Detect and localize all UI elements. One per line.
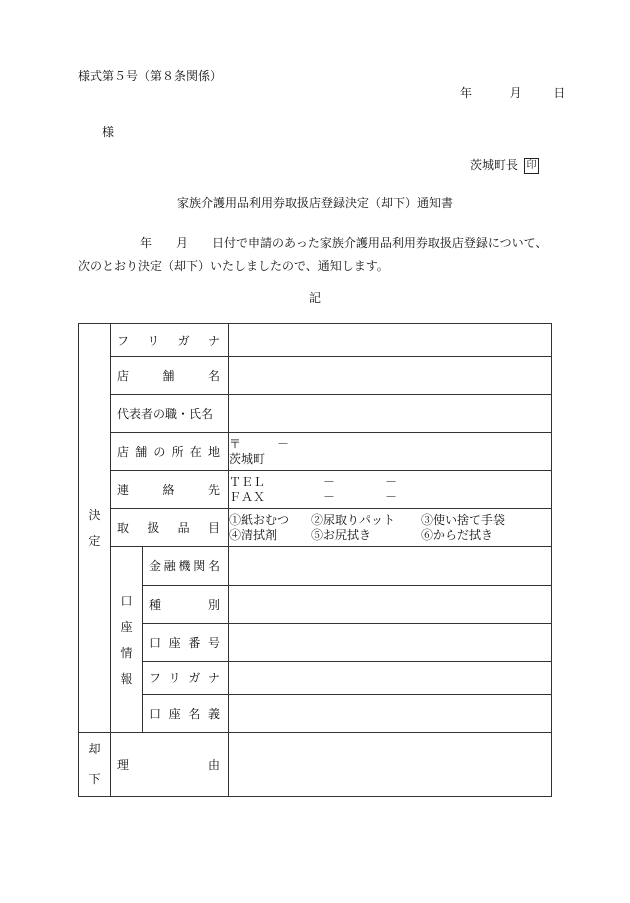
document-title: 家族介護用品利用券取扱店登録決定（却下）通知書	[176, 196, 453, 210]
date-year: 年	[460, 86, 473, 100]
field-products	[229, 509, 552, 547]
fax-line: ＦＡＸ － －	[229, 489, 398, 504]
field-account-furigana[interactable]	[229, 661, 552, 694]
location-postal: 〒 －	[229, 436, 290, 451]
field-account-holder[interactable]	[229, 694, 552, 732]
field-reason[interactable]	[229, 732, 552, 796]
product-item: ③使い捨て手袋	[421, 512, 506, 527]
body-line-1	[78, 232, 547, 255]
date-line	[460, 84, 565, 101]
fax-label: ＦＡＸ	[229, 489, 266, 504]
registration-table	[78, 323, 552, 797]
issuer	[470, 156, 539, 174]
row-account-holder	[79, 694, 552, 732]
body-year: 年	[140, 236, 153, 250]
field-furigana[interactable]	[229, 324, 552, 357]
product-item: ④清拭剤	[229, 527, 278, 542]
label-products: 取 扱 品 目	[111, 509, 229, 547]
label-account-holder: 口 座 名 義	[143, 694, 229, 732]
row-products	[79, 509, 552, 547]
addressee-honorific: 様	[102, 125, 115, 139]
label-contact: 連 絡 先	[111, 471, 229, 509]
label-representative: 代表者の職・氏名	[111, 395, 229, 433]
row-bank-name	[79, 547, 552, 585]
label-bank-name: 金 融 機 関 名	[143, 547, 229, 585]
label-location: 店 舗 の 所 在 地	[111, 433, 229, 471]
account-section-label: 口 座 情 報	[111, 547, 143, 732]
field-account-type[interactable]	[229, 585, 552, 623]
ki-label: 記	[308, 291, 321, 305]
row-shop-name	[79, 357, 552, 395]
body-text	[78, 232, 547, 278]
label-shop-name: 店 舗 名	[111, 357, 229, 395]
body-line-1-rest: 日付で申請のあった家族介護用品利用券取扱店登録について、	[212, 236, 548, 250]
rejection-section-label: 却 下	[79, 732, 111, 796]
field-account-number[interactable]	[229, 623, 552, 661]
row-representative	[79, 395, 552, 433]
label-reason: 理 由	[111, 732, 229, 796]
row-contact	[79, 471, 552, 509]
location-town: 茨城町	[229, 451, 266, 466]
tel-label: ＴＥＬ	[229, 474, 266, 489]
field-contact[interactable]	[229, 471, 552, 509]
label-furigana: フ リ ガ ナ	[111, 324, 229, 357]
issuer-title: 茨城町長	[470, 158, 519, 172]
body-line-2: 次のとおり決定（却下）いたしましたので、通知します。	[78, 259, 389, 273]
row-furigana	[79, 324, 552, 357]
form-number: 様式第５号（第８条関係）	[78, 69, 223, 83]
field-location[interactable]	[229, 433, 552, 471]
product-item: ⑤お尻拭き	[311, 527, 372, 542]
row-account-number	[79, 623, 552, 661]
tel-line: ＴＥＬ － －	[229, 474, 398, 489]
label-account-number: 口 座 番 号	[143, 623, 229, 661]
field-shop-name[interactable]	[229, 357, 552, 395]
body-month: 月	[176, 236, 189, 250]
row-account-type	[79, 585, 552, 623]
product-item: ②尿取りパット	[311, 512, 396, 527]
field-bank-name[interactable]	[229, 547, 552, 585]
seal-mark: 印	[524, 158, 539, 174]
row-reason	[79, 732, 552, 796]
field-representative[interactable]	[229, 395, 552, 433]
label-account-furigana: フ リ ガ ナ	[143, 661, 229, 694]
date-day: 日	[553, 86, 566, 100]
decision-section-label: 決 定	[79, 324, 111, 733]
product-item: ①紙おむつ	[229, 512, 290, 527]
label-account-type: 種 別	[143, 585, 229, 623]
date-month: 月	[509, 86, 522, 100]
row-location	[79, 433, 552, 471]
product-item: ⑥からだ拭き	[421, 527, 494, 542]
row-account-furigana	[79, 661, 552, 694]
